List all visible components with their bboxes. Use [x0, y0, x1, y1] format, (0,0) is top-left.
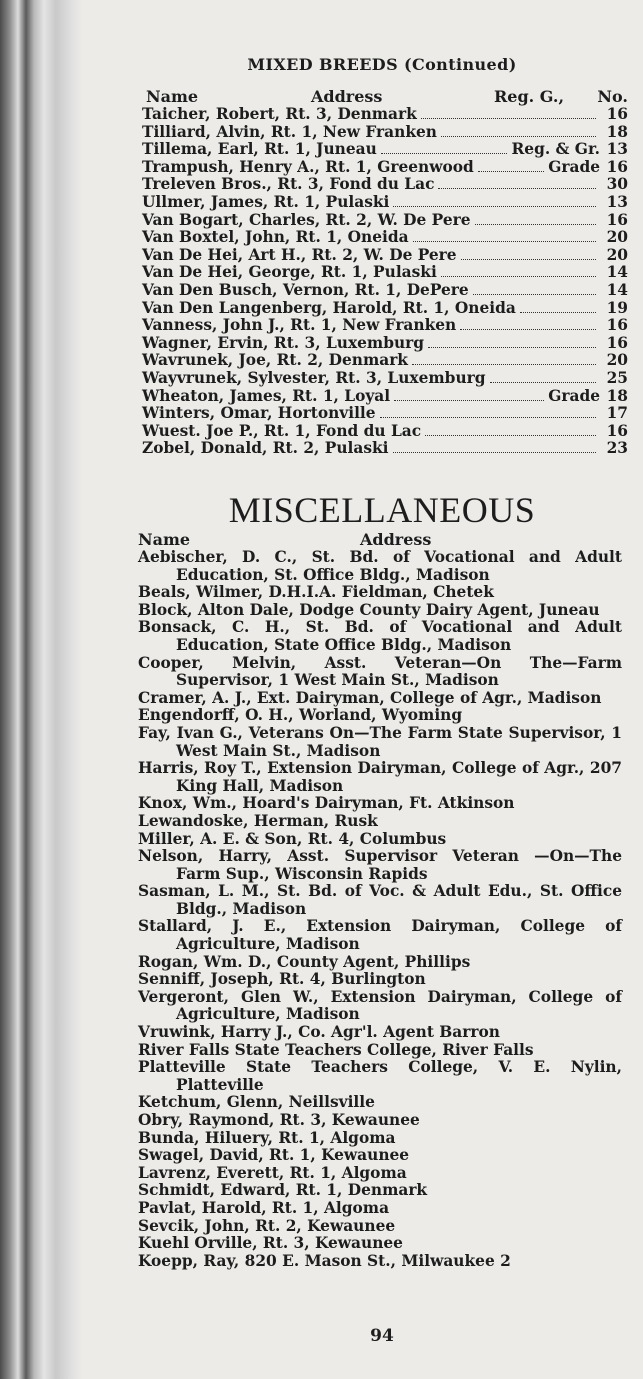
misc-col-name: Name — [138, 530, 191, 549]
entry-number: 14 — [606, 280, 628, 299]
leader-dots — [421, 118, 596, 119]
entry-name: Tilliard, Alvin, Rt. 1, New Franken — [142, 122, 437, 141]
list-item — [142, 124, 628, 142]
misc-entry: Engendorff, O. H., Worland, Wyoming — [138, 706, 463, 725]
entry-name: Van Boxtel, John, Rt. 1, Oneida — [142, 228, 409, 247]
list-item — [142, 317, 628, 335]
misc-entry: Ketchum, Glenn, Neillsville — [138, 1093, 375, 1112]
misc-entry: Schmidt, Edward, Rt. 1, Denmark — [138, 1181, 428, 1200]
entry-number: 16 — [606, 105, 628, 123]
misc-entry: Nelson, Harry, Asst. Supervisor Veteran —On—The Farm Sup., Wisconsin Rapids — [138, 847, 622, 883]
list-item — [142, 352, 628, 370]
leader-dots — [428, 347, 596, 348]
list-item — [142, 282, 628, 300]
misc-entry: Vruwink, Harry J., Co. Agr'l. Agent Barron — [138, 1023, 500, 1042]
entry-name: Trampush, Henry A., Rt. 1, Greenwood — [142, 157, 474, 176]
entry-name: Wheaton, James, Rt. 1, Loyal — [142, 386, 391, 405]
misc-entry: Sasman, L. M., St. Bd. of Voc. & Adult Edu., St. Office Bldg., Madison — [138, 882, 622, 918]
misc-entry: Bonsack, C. H., St. Bd. of Vocational and Adult Education, State Office Bldg., Madison — [138, 618, 622, 654]
misc-entry: Kuehl Orville, Rt. 3, Kewaunee — [138, 1234, 403, 1253]
page-number: 94 — [370, 1326, 394, 1346]
misc-title: MISCELLANEOUS — [228, 490, 536, 530]
leader-dots — [473, 294, 596, 295]
leader-dots — [490, 382, 597, 383]
list-item — [142, 159, 628, 177]
misc-entry: Cooper, Melvin, Asst. Veteran—On The—Farm Supervisor, 1 West Main St., Madison — [138, 653, 622, 690]
entry-number: 16 — [606, 333, 628, 352]
leader-dots — [393, 206, 596, 207]
misc-entry: Beals, Wilmer, D.H.I.A. Fieldman, Chetek — [138, 583, 494, 602]
misc-entry: Senniff, Joseph, Rt. 4, Burlington — [138, 970, 426, 989]
misc-entry: Rogan, Wm. D., County Agent, Phillips — [138, 952, 471, 971]
entry-name: Van Bogart, Charles, Rt. 2, W. De Pere — [142, 210, 471, 229]
col-no: No. — [597, 87, 628, 106]
misc-entry: Aebischer, D. C., St. Bd. of Vocational and Adult Education, St. Office Bldg., Madison — [138, 548, 622, 584]
misc-entry: Lewandoske, Herman, Rusk — [138, 811, 378, 830]
misc-entry: Pavlat, Harold, Rt. 1, Algoma — [138, 1198, 390, 1217]
entry-number: 20 — [606, 245, 628, 264]
misc-entry: Koepp, Ray, 820 E. Mason St., Milwaukee 2 — [138, 1251, 511, 1270]
entry-name: Vanness, John J., Rt. 1, New Franken — [142, 316, 457, 335]
list-item — [142, 300, 628, 318]
entry-number: 14 — [606, 263, 628, 282]
entry-name: Wuest. Joe P., Rt. 1, Fond du Lac — [142, 421, 422, 440]
mixed-breeds-list — [142, 106, 628, 458]
misc-entry: Swagel, David, Rt. 1, Kewaunee — [138, 1146, 410, 1165]
misc-entry: Cramer, A. J., Ext. Dairyman, College of Agr., Madison — [138, 688, 602, 707]
leader-dots — [475, 224, 596, 225]
entry-number: 23 — [606, 439, 628, 458]
leader-dots — [520, 312, 596, 313]
entry-number: 25 — [606, 368, 628, 387]
entry-name: Van De Hei, George, Rt. 1, Pulaski — [142, 263, 437, 282]
leader-dots — [412, 364, 596, 365]
entry-grade: Reg. & Gr. — [511, 140, 600, 159]
entry-number: 18 — [606, 386, 628, 405]
entry-number: 16 — [606, 316, 628, 335]
misc-entry: Vergeront, Glen W., Extension Dairyman, College of Agriculture, Madison — [138, 987, 622, 1024]
misc-entry: Block, Alton Dale, Dodge County Dairy Agent, Juneau — [138, 600, 600, 619]
list-item — [142, 264, 628, 282]
list-item — [142, 176, 628, 194]
col-name: Name — [146, 87, 199, 106]
misc-entry: Obry, Raymond, Rt. 3, Kewaunee — [138, 1111, 420, 1129]
entry-name: Zobel, Donald, Rt. 2, Pulaski — [142, 439, 389, 458]
list-item — [142, 335, 628, 353]
list-item — [142, 212, 628, 230]
section-header: MIXED BREEDS (Continued) — [247, 55, 517, 74]
misc-entry: Sevcik, John, Rt. 2, Kewaunee — [138, 1216, 396, 1235]
misc-list — [138, 549, 622, 1270]
entry-number: 16 — [606, 210, 628, 229]
entry-number: 20 — [606, 351, 628, 370]
misc-col-address: Address — [360, 530, 432, 549]
entry-name: Wavrunek, Joe, Rt. 2, Denmark — [142, 351, 408, 370]
leader-dots — [478, 171, 544, 172]
entry-name: Van Den Langenberg, Harold, Rt. 1, Oneida — [142, 298, 516, 317]
misc-entry: Bunda, Hiluery, Rt. 1, Algoma — [138, 1128, 396, 1147]
leader-dots — [380, 417, 596, 418]
column-headers — [146, 88, 628, 106]
entry-name: Wagner, Ervin, Rt. 3, Luxemburg — [142, 333, 425, 352]
entry-number: 16 — [606, 157, 628, 176]
entry-number: 18 — [606, 122, 628, 141]
entry-number: 17 — [606, 404, 628, 423]
entry-name: Winters, Omar, Hortonville — [142, 404, 376, 423]
leader-dots — [461, 259, 596, 260]
misc-column-headers — [138, 531, 628, 549]
entry-number: 30 — [606, 175, 628, 194]
entry-name: Ullmer, James, Rt. 1, Pulaski — [142, 192, 390, 211]
entry-name: Wayvrunek, Sylvester, Rt. 3, Luxemburg — [142, 368, 486, 387]
misc-entry: Knox, Wm., Hoard's Dairyman, Ft. Atkinson — [138, 794, 515, 813]
leader-dots — [441, 276, 596, 277]
misc-entry: River Falls State Teachers College, River Falls — [138, 1040, 534, 1059]
entry-number: 20 — [606, 228, 628, 247]
entry-grade: Grade — [548, 386, 600, 405]
misc-entry: Harris, Roy T., Extension Dairyman, College of Agr., 207 King Hall, Madison — [138, 759, 622, 795]
list-item — [142, 423, 628, 441]
entry-name: Tillema, Earl, Rt. 1, Juneau — [142, 140, 377, 159]
entry-grade: Grade — [548, 157, 600, 176]
list-item — [142, 247, 628, 265]
list-item — [142, 370, 628, 388]
list-item — [142, 141, 628, 159]
book-spine-edge — [0, 0, 82, 1379]
entry-number: 16 — [606, 421, 628, 440]
list-item — [142, 405, 628, 423]
leader-dots — [441, 136, 596, 137]
entry-number: 13 — [606, 140, 628, 159]
misc-entry: Miller, A. E. & Son, Rt. 4, Columbus — [138, 829, 447, 848]
entry-name: Van Den Busch, Vernon, Rt. 1, DePere — [142, 280, 469, 299]
leader-dots — [393, 452, 596, 453]
col-reg: Reg. G., — [494, 87, 565, 106]
misc-entry: Fay, Ivan G., Veterans On—The Farm State Supervisor, 1 West Main St., Madison — [138, 723, 622, 760]
entry-number: 13 — [606, 192, 628, 211]
entry-name: Taicher, Robert, Rt. 3, Denmark — [142, 105, 417, 123]
entry-name: Van De Hei, Art H., Rt. 2, W. De Pere — [142, 245, 457, 264]
entry-name: Treleven Bros., Rt. 3, Fond du Lac — [142, 175, 435, 194]
entry-number: 19 — [606, 298, 628, 317]
leader-dots — [425, 435, 596, 436]
leader-dots — [413, 241, 596, 242]
list-item — [142, 194, 628, 212]
col-address: Address — [311, 87, 383, 106]
misc-entry: Stallard, J. E., Extension Dairyman, College of Agriculture, Madison — [138, 917, 622, 954]
list-item — [142, 229, 628, 247]
list-item — [142, 388, 628, 406]
leader-dots — [438, 188, 596, 189]
leader-dots — [460, 329, 596, 330]
list-item — [142, 440, 628, 458]
leader-dots — [394, 400, 544, 401]
list-item — [142, 106, 628, 124]
leader-dots — [381, 153, 508, 154]
misc-entry: Platteville State Teachers College, V. E. Nylin, Platteville — [138, 1058, 622, 1094]
misc-entry: Lavrenz, Everett, Rt. 1, Algoma — [138, 1163, 407, 1182]
